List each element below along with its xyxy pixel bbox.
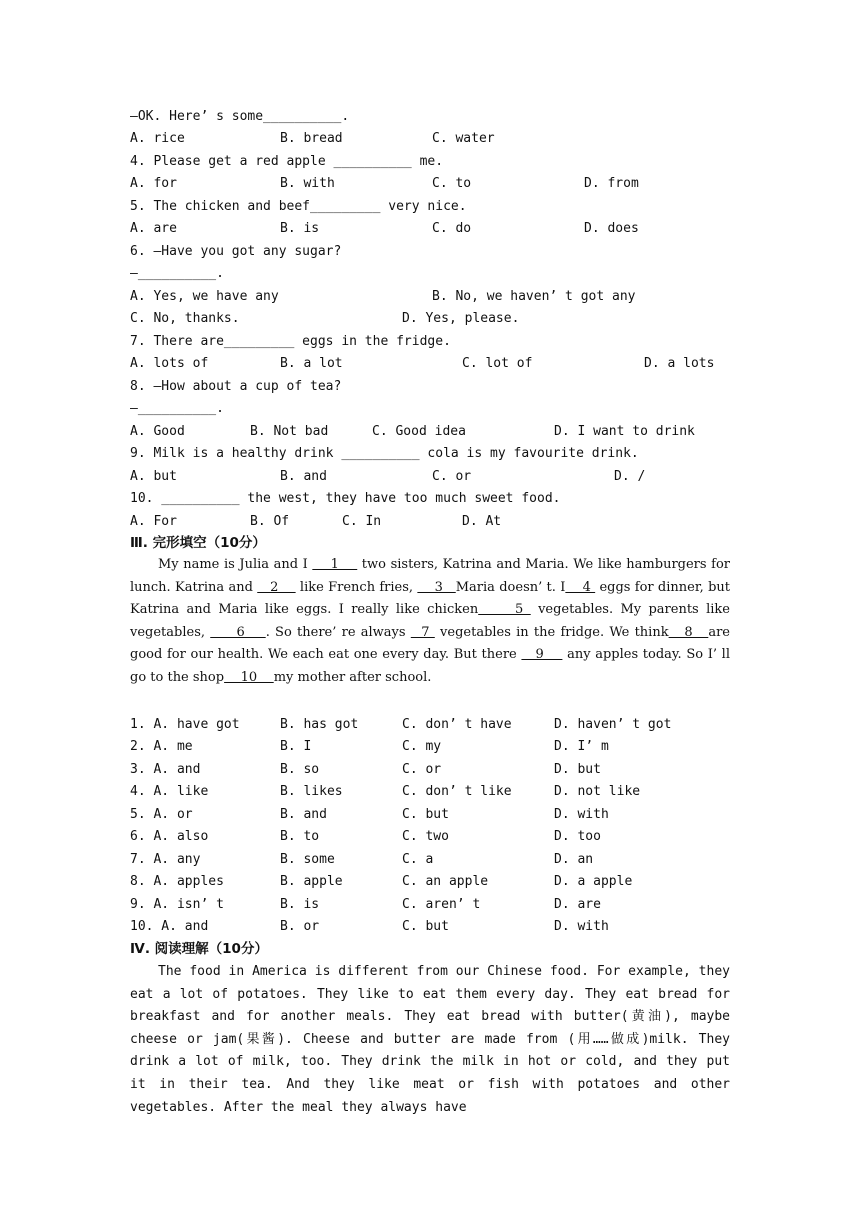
option-text: C. aren’ t <box>402 897 481 912</box>
cloze-text-part: vegetables. My parents like vegetables, <box>130 602 730 640</box>
option-text: 3. A. and <box>130 762 201 777</box>
question-text: —__________. <box>130 401 224 416</box>
option-text: B. and <box>280 807 327 822</box>
cloze-text-part: . So there’ re always <box>265 624 411 640</box>
cloze-blank: 3 <box>417 579 456 595</box>
option-text: C. a <box>402 852 434 867</box>
option-text: C. don’ t like <box>402 784 512 799</box>
option-text: D. with <box>554 807 609 822</box>
cloze-text-part: vegetables in the fridge. We think <box>434 624 669 640</box>
option-text: 8. A. apples <box>130 874 224 889</box>
option-text: B. and <box>280 469 327 484</box>
option-text: B. Of <box>250 514 290 529</box>
option-text: B. Not bad <box>250 424 329 439</box>
option-text: D. haven’ t got <box>554 717 672 732</box>
option-text: B. has got <box>280 717 359 732</box>
option-text: B. apple <box>280 874 343 889</box>
option-text: B. is <box>280 221 320 236</box>
option-text: 6. A. also <box>130 829 209 844</box>
option-text: B. I <box>280 739 312 754</box>
option-text: 5. A. or <box>130 807 193 822</box>
option-text: D. with <box>554 919 609 934</box>
cloze-text-part: like French fries, <box>295 579 418 595</box>
cloze-text-part: two sisters, Katrina and Maria. We like hamburgers for lunch. Katrina and <box>130 557 730 595</box>
option-text: C. but <box>402 807 449 822</box>
option-text: A. for <box>130 176 177 191</box>
cloze-blank: 2 <box>257 579 296 595</box>
option-text: B. so <box>280 762 320 777</box>
option-text: D. not like <box>554 784 641 799</box>
question-text: 8. —How about a cup of tea? <box>130 379 342 394</box>
option-text: B. a lot <box>280 356 343 371</box>
option-text: A. but <box>130 469 177 484</box>
cloze-text-part: eggs for dinner, but Katrina and Maria like eggs. I really like chicken <box>130 579 730 618</box>
option-text: B. is <box>280 897 320 912</box>
question-text: —OK. Here’ s some__________. <box>130 109 350 124</box>
section-4-title: Ⅳ. 阅读理解（10分） <box>130 941 268 957</box>
option-text: 9. A. isn’ t <box>130 897 224 912</box>
option-text: C. In <box>342 514 382 529</box>
option-text: D. I want to drink <box>554 424 695 439</box>
section-3-title: Ⅲ. 完形填空（10分） <box>130 535 266 551</box>
cloze-blank: 4 <box>565 579 596 595</box>
option-text: A. are <box>130 221 177 236</box>
option-text: D. does <box>584 221 639 236</box>
cloze-passage <box>130 554 730 690</box>
option-text: B. or <box>280 919 320 934</box>
option-text: B. likes <box>280 784 343 799</box>
option-text: D. but <box>554 762 601 777</box>
question-text: 10. __________ the west, they have too much sweet food. <box>130 491 561 506</box>
option-text: D. I’ m <box>554 739 609 754</box>
cloze-blank: 1 <box>312 557 358 572</box>
option-text: D. / <box>614 469 646 484</box>
reading-passage <box>130 961 730 1119</box>
option-text: C. do <box>432 221 472 236</box>
option-text: D. a apple <box>554 874 633 889</box>
cloze-text-part: are good for our health. We each eat one every day. But there <box>130 624 730 663</box>
option-text: D. a lots <box>644 356 715 371</box>
cloze-blank: 8 <box>668 624 709 640</box>
option-text: D. Yes, please. <box>402 311 520 326</box>
option-text: 7. A. any <box>130 852 201 867</box>
cloze-blank: 9 <box>521 647 563 663</box>
option-text: 1. A. have got <box>130 717 240 732</box>
option-text: C. or <box>432 469 472 484</box>
option-text: A. For <box>130 514 177 529</box>
question-text: 4. Please get a red apple __________ me. <box>130 154 444 169</box>
option-text: A. lots of <box>130 356 209 371</box>
option-text: C. my <box>402 739 442 754</box>
option-text: C. No, thanks. <box>130 311 240 326</box>
option-text: D. too <box>554 829 601 844</box>
reading-text: The food in America is different from our Chinese food. For example, they eat a lot of potatoes. They like to eat them every day. They eat bread for breakfast and for another meals. They eat bread with butter(黄油), maybe cheese or jam(果酱). Cheese and butter are made from (用……做成)milk. They drink a lot of milk, too. They drink the milk in hot or cold, and they put it in their tea. And they like meat or fish with potatoes and other vegetables. After the meal they always have <box>130 964 730 1115</box>
option-text: D. At <box>462 514 502 529</box>
option-text: B. No, we haven’ t got any <box>432 289 636 304</box>
cloze-blank: 6 <box>210 624 266 640</box>
option-text: 4. A. like <box>130 784 209 799</box>
option-text: C. or <box>402 762 442 777</box>
option-text: C. don’ t have <box>402 717 512 732</box>
question-text: 5. The chicken and beef_________ very nice. <box>130 199 467 214</box>
option-text: D. from <box>584 176 639 191</box>
question-text: 6. —Have you got any sugar? <box>130 244 342 259</box>
cloze-text-part: my mother after school. <box>273 669 432 685</box>
option-text: A. rice <box>130 131 185 146</box>
cloze-blank: 10 <box>224 669 274 685</box>
option-text: 10. A. and <box>130 919 209 934</box>
option-text: B. bread <box>280 131 343 146</box>
option-text: B. to <box>280 829 320 844</box>
option-text: D. an <box>554 852 594 867</box>
option-text: A. Yes, we have any <box>130 289 279 304</box>
option-text: C. two <box>402 829 449 844</box>
option-text: C. to <box>432 176 472 191</box>
option-text: A. Good <box>130 424 185 439</box>
option-text: C. Good idea <box>372 424 466 439</box>
cloze-text-part: My name is Julia and I <box>158 557 313 572</box>
cloze-text-part: Maria doesn’ t. I <box>455 579 566 595</box>
option-text: C. lot of <box>462 356 533 371</box>
cloze-text-part: any apples today. So I’ ll go to the shop <box>130 647 731 685</box>
option-text: C. an apple <box>402 874 489 889</box>
option-text: B. some <box>280 852 335 867</box>
option-text: C. water <box>432 131 495 146</box>
option-text: B. with <box>280 176 335 191</box>
question-text: —__________. <box>130 266 224 281</box>
option-text: D. are <box>554 897 601 912</box>
cloze-blank: 7 <box>410 624 435 640</box>
question-text: 9. Milk is a healthy drink __________ cola is my favourite drink. <box>130 446 639 461</box>
cloze-blank: 5 <box>478 602 531 618</box>
option-text: C. but <box>402 919 449 934</box>
option-text: 2. A. me <box>130 739 193 754</box>
question-text: 7. There are_________ eggs in the fridge. <box>130 334 451 349</box>
